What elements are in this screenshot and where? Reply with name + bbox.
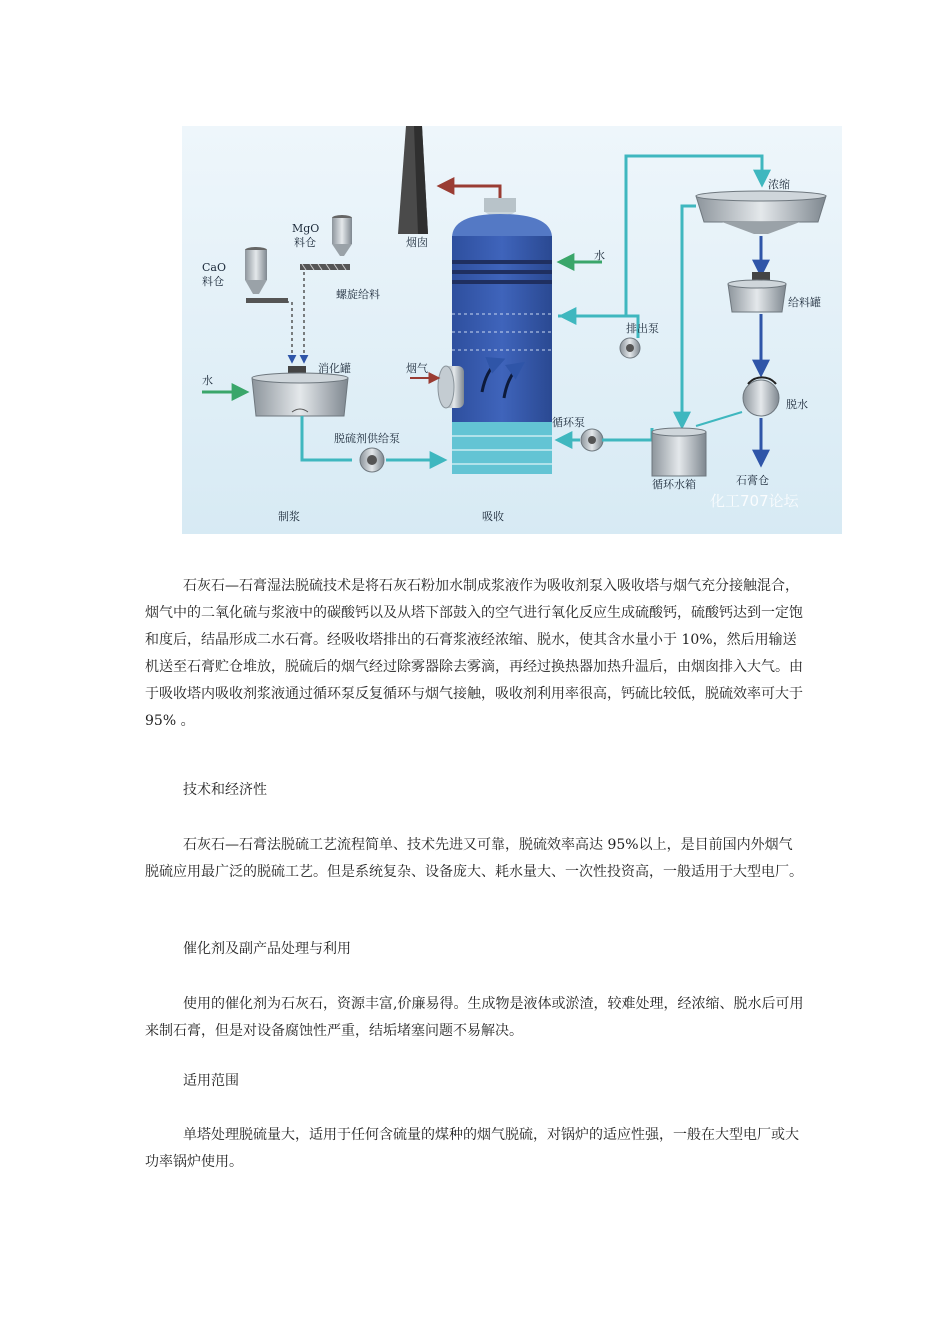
discharge-pump-label: 排出泵 — [626, 322, 659, 335]
water-left-label: 水 — [202, 374, 213, 387]
para-3: 使用的催化剂为石灰石，资源丰富,价廉易得。生成物是液体或淤渣，较难处理，经浓缩、脱水后可用来制石膏，但是对设备腐蚀性严重，结垢堵塞问题不易解决。 — [145, 996, 804, 1039]
watermark: 化工707论坛 — [710, 492, 799, 510]
discharge-pump — [620, 338, 640, 358]
cao-label-line1: CaO — [202, 261, 226, 274]
screw-feeder-label: 螺旋给料 — [336, 288, 380, 301]
absorption-tower — [452, 198, 552, 474]
heading-tech-economy: 技术和经济性 — [183, 782, 267, 798]
desulfurizer-supply-pump — [360, 448, 384, 472]
flue-gas-inlet — [438, 366, 464, 408]
chimney-label: 烟囱 — [406, 236, 428, 249]
heading-catalyst: 催化剂及副产品处理与利用 — [183, 941, 351, 957]
water-tower-label: 水 — [594, 249, 605, 262]
thickener-label: 浓缩 — [768, 178, 790, 191]
desulfurization-process-diagram — [182, 126, 842, 534]
circ-tank-label: 循环水箱 — [652, 478, 696, 491]
slaker-label: 消化罐 — [318, 362, 351, 375]
flue-gas-label: 烟气 — [406, 362, 428, 375]
para-1: 石灰石—石膏湿法脱硫技术是将石灰石粉加水制成浆液作为吸收剂泵入吸收塔与烟气充分接触混合，烟气中的二氧化硫与浆液中的碳酸钙以及从塔下部鼓入的空气进行氧化反应生成硫酸钙，硫酸钙达到一定饱和度后，结晶形成二水石膏。经吸收塔排出的石膏浆液经浓缩、脱水，使其含水量小于 10%，然后用输送机送至石膏贮仓堆放，脱硫后的烟气经过除雾器除去雾滴，再经过换热器加热升温后，由烟囱排入大气。由于吸收塔内吸收剂浆液通过循环泵反复循环与烟气接触，吸收剂利用率很高，钙硫比较低，脱硫效率可大于 95% 。 — [145, 578, 803, 729]
heading-scope-block — [145, 1068, 805, 1095]
heading-tech-economy-block — [145, 777, 805, 804]
paragraph-catalyst — [145, 991, 805, 1045]
mgo-label-line1: MgO — [292, 222, 320, 235]
mgo-label-line2: 料仓 — [294, 236, 316, 249]
slurry-prep-label: 制浆 — [278, 510, 300, 523]
paragraph-process — [145, 573, 805, 735]
para-4: 单塔处理脱硫量大，适用于任何含硫量的煤种的烟气脱硫，对锅炉的适应性强，一般在大型电厂或大功率锅炉使用。 — [145, 1127, 799, 1170]
paragraph-scope — [145, 1122, 805, 1176]
paragraph-tech-economy — [145, 832, 805, 886]
heading-catalyst-block — [145, 936, 805, 963]
gypsum-bin-label: 石膏仓 — [736, 474, 769, 487]
para-2: 石灰石—石膏法脱硫工艺流程简单、技术先进又可靠，脱硫效率高达 95%以上，是目前国内外烟气脱硫应用最广泛的脱硫工艺。但是系统复杂、设备庞大、耗水量大、一次性投资高，一般适用于大型电厂。 — [145, 837, 803, 880]
absorb-label: 吸收 — [482, 510, 504, 523]
screw-feeder — [300, 264, 350, 270]
dewater-label: 脱水 — [786, 398, 808, 411]
desulf-pump-label: 脱硫剂供给泵 — [334, 432, 400, 445]
cao-label-line2: 料仓 — [202, 275, 224, 288]
feed-tank-label: 给料罐 — [788, 296, 821, 309]
heading-scope: 适用范围 — [183, 1073, 239, 1089]
circulation-water-tank — [652, 428, 706, 476]
circulation-pump — [581, 429, 603, 451]
circ-pump-label: 循环泵 — [552, 416, 585, 429]
